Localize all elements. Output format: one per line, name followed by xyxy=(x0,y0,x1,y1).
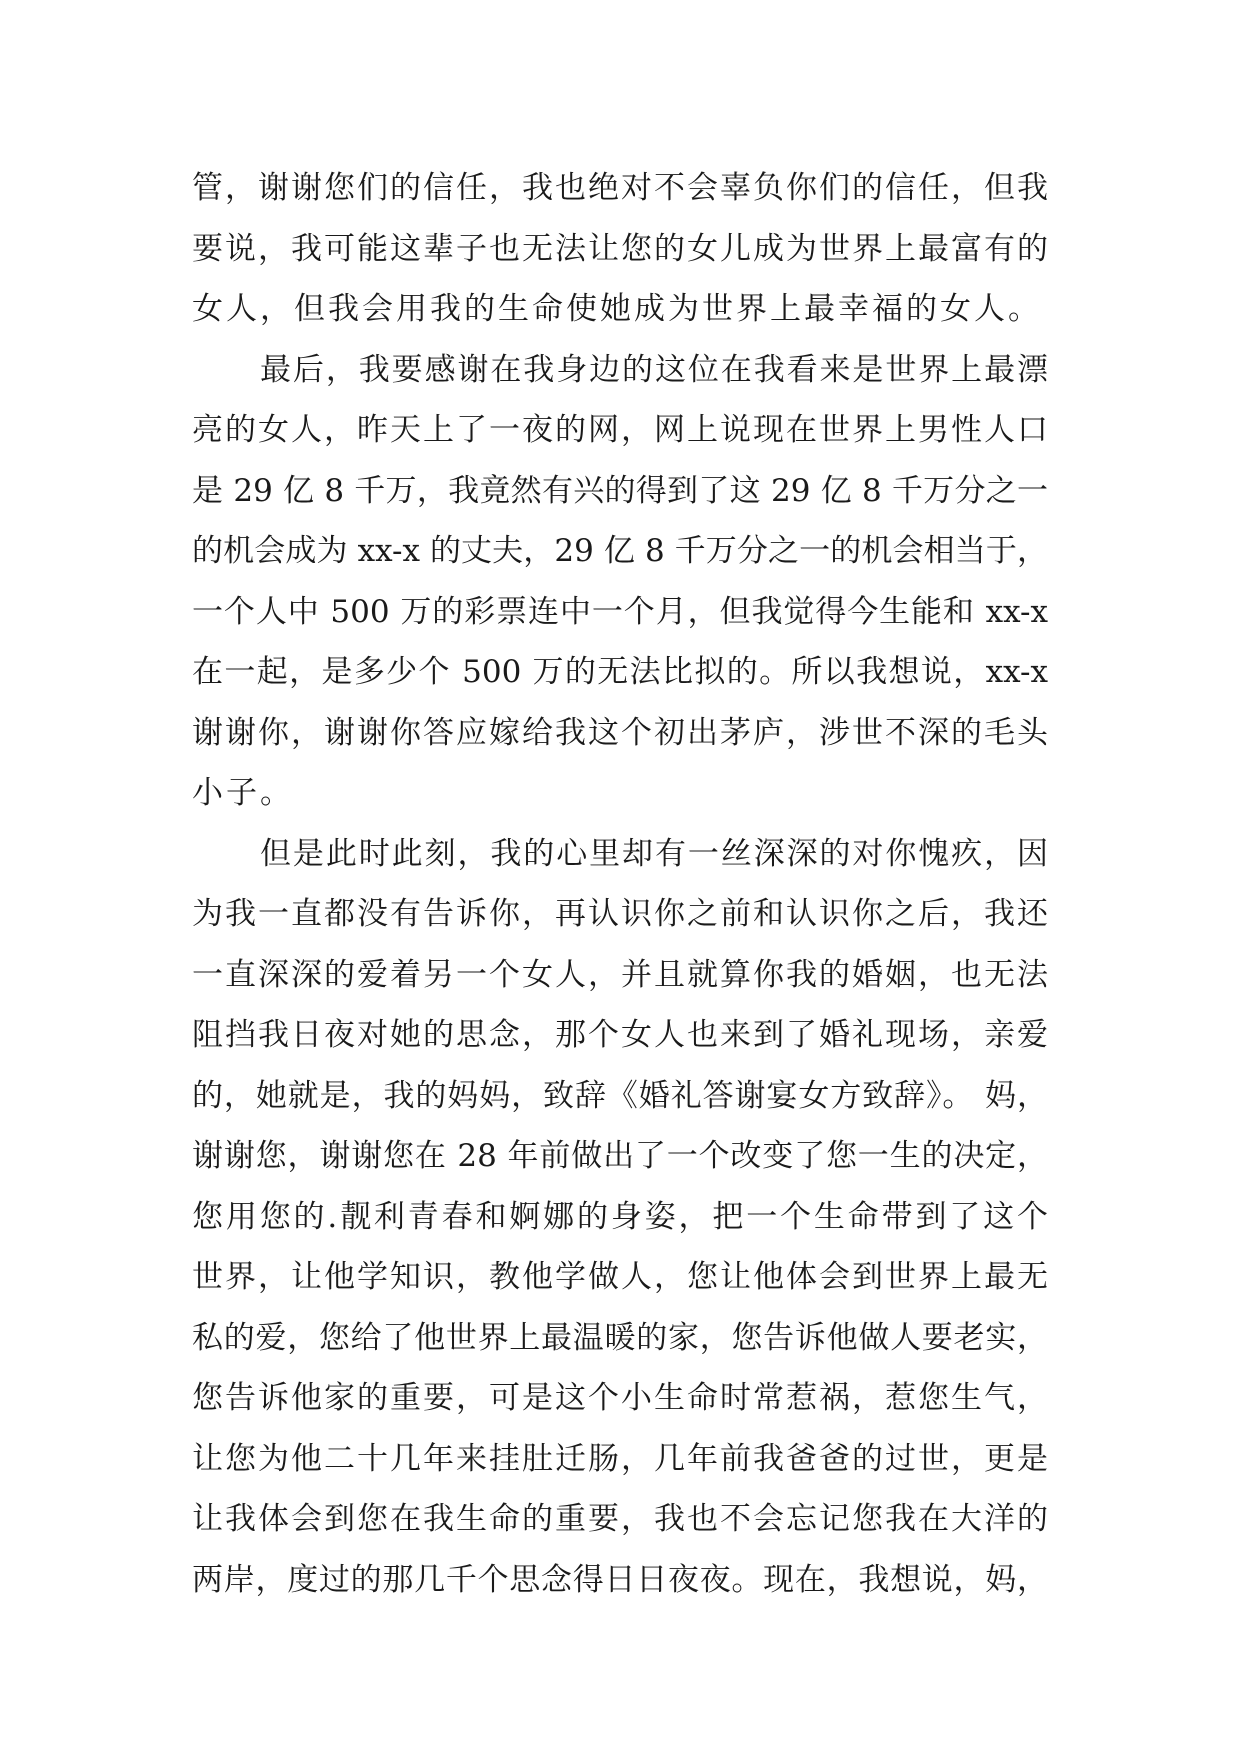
text-line: 您告诉他家的重要，可是这个小生命时常惹祸，惹您生气， xyxy=(192,1380,1048,1416)
text-line: 让您为他二十几年来挂肚迁肠，几年前我爸爸的过世，更是 xyxy=(192,1440,1048,1477)
text-line: 小子。 xyxy=(192,775,294,811)
text-line: 为我一直都没有告诉你，再认识你之前和认识你之后，我还 xyxy=(192,896,1048,932)
text-line: 亮的女人，昨天上了一夜的网，网上说现在世界上男性人口 xyxy=(192,412,1048,448)
text-line: 两岸，度过的那几千个思念得日日夜夜。现在，我想说，妈， xyxy=(192,1561,1048,1598)
text-line: 最后，我要感谢在我身边的这位在我看来是世界上最漂 xyxy=(260,351,1048,388)
text-line: 的，她就是，我的妈妈，致辞《婚礼答谢宴女方致辞》。 妈， xyxy=(192,1077,1048,1114)
text-line: 要说，我可能这辈子也无法让您的女儿成为世界上最富有的 xyxy=(192,230,1048,267)
text-line: 是 29 亿 8 千万，我竟然有兴的得到了这 29 亿 8 千万分之一 xyxy=(192,472,1048,509)
text-line: 的机会成为 xx-x 的丈夫，29 亿 8 千万分之一的机会相当于， xyxy=(192,533,1048,569)
text-line: 让我体会到您在我生命的重要，我也不会忘记您我在大洋的 xyxy=(192,1501,1048,1537)
text-line: 管，谢谢您们的信任，我也绝对不会辜负你们的信任，但我 xyxy=(192,170,1048,206)
text-line: 一个人中 500 万的彩票连中一个月，但我觉得今生能和 xx-x xyxy=(192,593,1048,630)
text-line: 阻挡我日夜对她的思念，那个女人也来到了婚礼现场，亲爱 xyxy=(192,1017,1048,1053)
text-line: 一直深深的爱着另一个女人，并且就算你我的婚姻，也无法 xyxy=(192,956,1048,993)
text-line: 谢谢你，谢谢你答应嫁给我这个初出茅庐，涉世不深的毛头 xyxy=(192,714,1048,751)
text-line: 女人，但我会用我的生命使她成为世界上最幸福的女人。 xyxy=(192,291,1042,327)
document-body xyxy=(192,158,1048,1610)
text-line: 您用您的.靓利青春和婀娜的身姿，把一个生命带到了这个 xyxy=(192,1198,1048,1235)
text-line: 谢谢您，谢谢您在 28 年前做出了一个改变了您一生的决定， xyxy=(192,1138,1048,1174)
text-line: 世界，让他学知识，教他学做人，您让他体会到世界上最无 xyxy=(192,1259,1048,1295)
text-line: 但是此时此刻，我的心里却有一丝深深的对你愧疚，因 xyxy=(260,835,1048,872)
text-line: 私的爱，您给了他世界上最温暖的家，您告诉他做人要老实， xyxy=(192,1319,1048,1356)
text-line: 在一起，是多少个 500 万的无法比拟的。所以我想说，xx-x xyxy=(192,654,1048,690)
